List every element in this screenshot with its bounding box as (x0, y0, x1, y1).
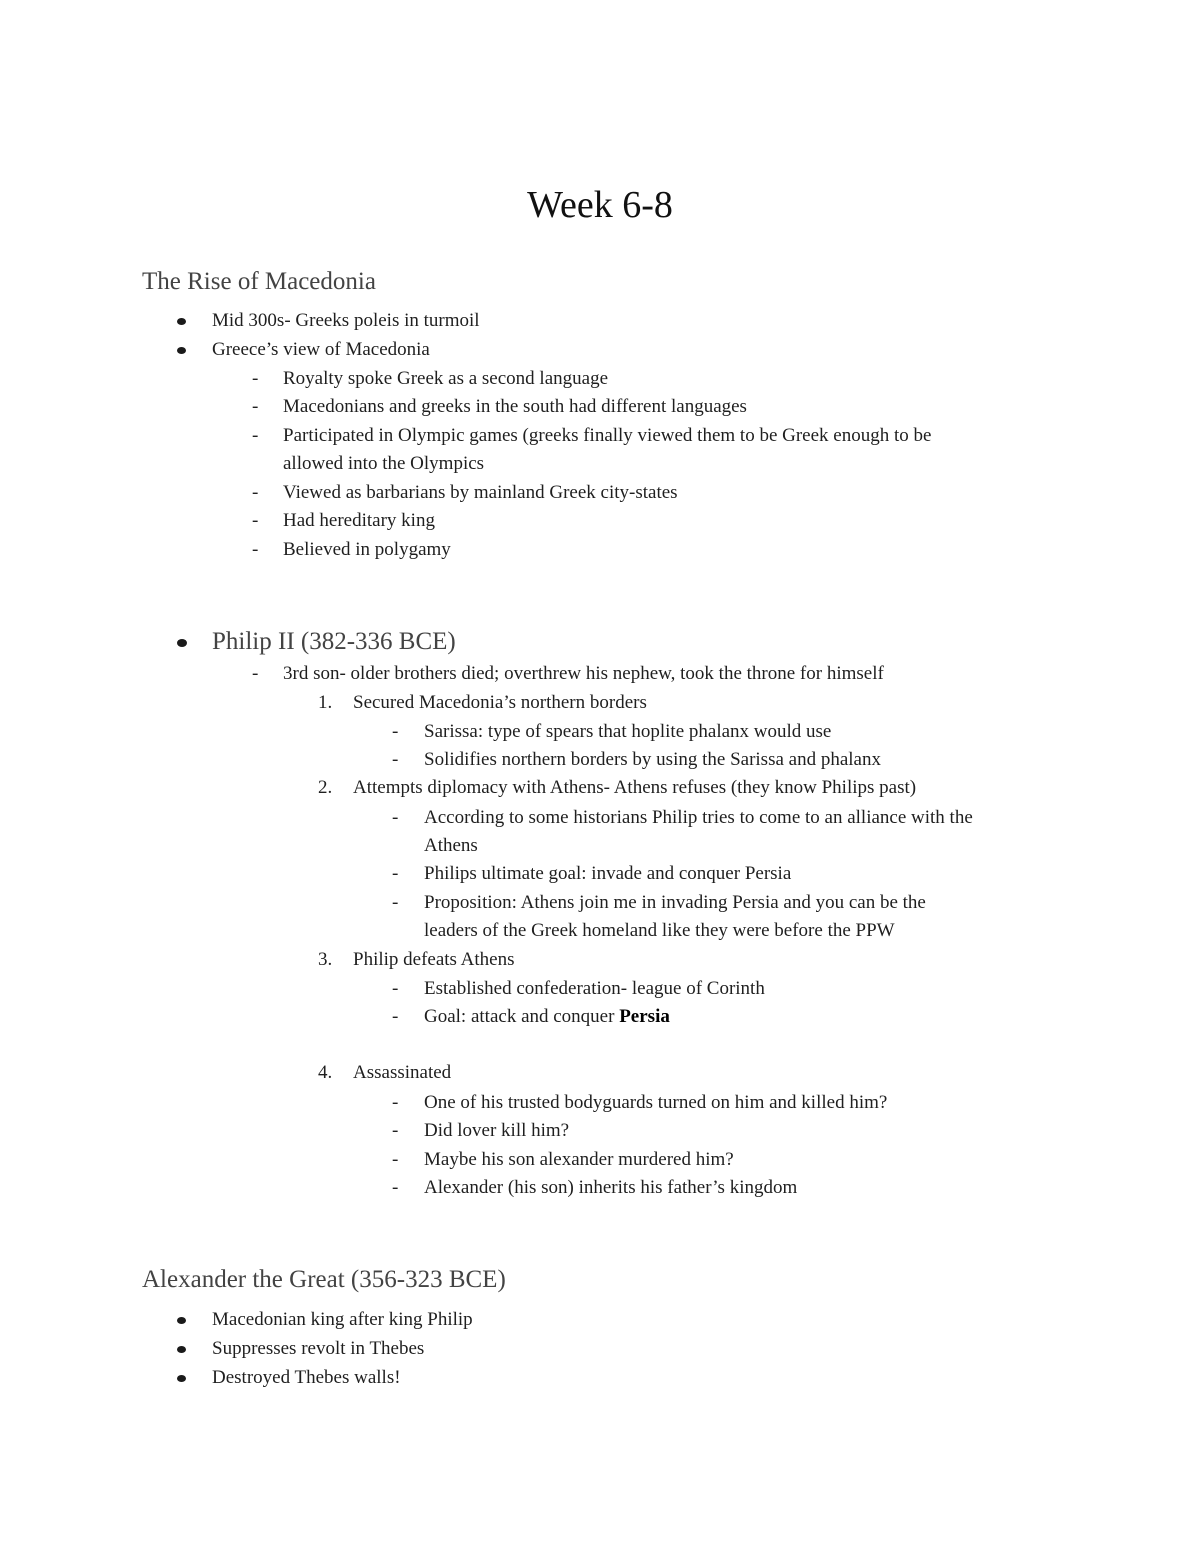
bullet-icon (177, 1375, 186, 1382)
bullet-icon (177, 1346, 186, 1353)
list-item: Believed in polygamy (283, 539, 451, 560)
list-item: According to some historians Philip tries to come to an alliance with the (424, 807, 973, 828)
list-item: One of his trusted bodyguards turned on him and killed him? (424, 1092, 888, 1113)
list-item: Solidifies northern borders by using the Sarissa and phalanx (424, 749, 881, 770)
list-item-continuation: leaders of the Greek homeland like they were before the PPW (424, 920, 895, 941)
list-item: Macedonians and greeks in the south had different languages (283, 396, 747, 417)
bullet-icon (177, 1317, 186, 1324)
dash-marker: - (252, 396, 259, 417)
bullet-icon (177, 318, 186, 325)
dash-marker: - (392, 892, 399, 913)
list-number: 2. (318, 777, 333, 798)
numbered-item: Attempts diplomacy with Athens- Athens refuses (they know Philips past) (353, 777, 917, 798)
dash-marker: - (252, 510, 259, 531)
dash-marker: - (252, 482, 259, 503)
philip-heading: Philip II (382-336 BCE) (212, 628, 456, 655)
numbered-item: Assassinated (353, 1062, 452, 1083)
list-item: Had hereditary king (283, 510, 435, 531)
list-item: Royalty spoke Greek as a second language (283, 368, 609, 389)
numbered-item: Secured Macedonia’s northern borders (353, 692, 647, 713)
dash-marker: - (252, 663, 259, 684)
list-item: Maybe his son alexander murdered him? (424, 1149, 734, 1170)
list-item: Alexander (his son) inherits his father’s kingdom (424, 1177, 798, 1198)
numbered-item: Philip defeats Athens (353, 949, 515, 970)
dash-marker: - (252, 368, 259, 389)
list-item: Participated in Olympic games (greeks finally viewed them to be Greek enough to be (283, 425, 932, 446)
list-item: Destroyed Thebes walls! (212, 1367, 401, 1388)
list-item: Suppresses revolt in Thebes (212, 1338, 425, 1359)
dash-marker: - (392, 721, 399, 742)
list-item-text: Goal: attack and conquer (424, 1006, 620, 1027)
list-item: Did lover kill him? (424, 1120, 570, 1141)
list-item (424, 1005, 670, 1029)
list-number: 1. (318, 692, 333, 713)
list-item: Macedonian king after king Philip (212, 1309, 473, 1330)
bullet-icon (177, 639, 187, 647)
dash-marker: - (392, 1092, 399, 1113)
list-item: Greece’s view of Macedonia (212, 339, 430, 360)
dash-marker: - (392, 1177, 399, 1198)
list-item: 3rd son- older brothers died; overthrew his nephew, took the throne for himself (283, 663, 884, 684)
list-number: 4. (318, 1062, 333, 1083)
list-item: Established confederation- league of Corinth (424, 978, 765, 999)
bullet-icon (177, 347, 186, 354)
section-heading-rise-of-macedonia: The Rise of Macedonia (142, 268, 376, 295)
list-item: Viewed as barbarians by mainland Greek city-states (283, 482, 678, 503)
dash-marker: - (392, 1149, 399, 1170)
page-title: Week 6-8 (527, 184, 673, 226)
list-item: Mid 300s- Greeks poleis in turmoil (212, 310, 480, 331)
list-item: Sarissa: type of spears that hoplite phalanx would use (424, 721, 832, 742)
dash-marker: - (392, 863, 399, 884)
list-number: 3. (318, 949, 333, 970)
list-item-continuation: allowed into the Olympics (283, 453, 485, 474)
list-item: Proposition: Athens join me in invading Persia and you can be the (424, 892, 926, 913)
dash-marker: - (392, 1120, 399, 1141)
dash-marker: - (392, 1006, 399, 1027)
section-heading-alexander: Alexander the Great (356-323 BCE) (142, 1266, 506, 1293)
dash-marker: - (392, 749, 399, 770)
dash-marker: - (252, 425, 259, 446)
list-item-continuation: Athens (424, 835, 478, 856)
dash-marker: - (392, 978, 399, 999)
dash-marker: - (392, 807, 399, 828)
bold-persia: Persia (619, 1006, 670, 1027)
list-item: Philips ultimate goal: invade and conquer Persia (424, 863, 792, 884)
dash-marker: - (252, 539, 259, 560)
